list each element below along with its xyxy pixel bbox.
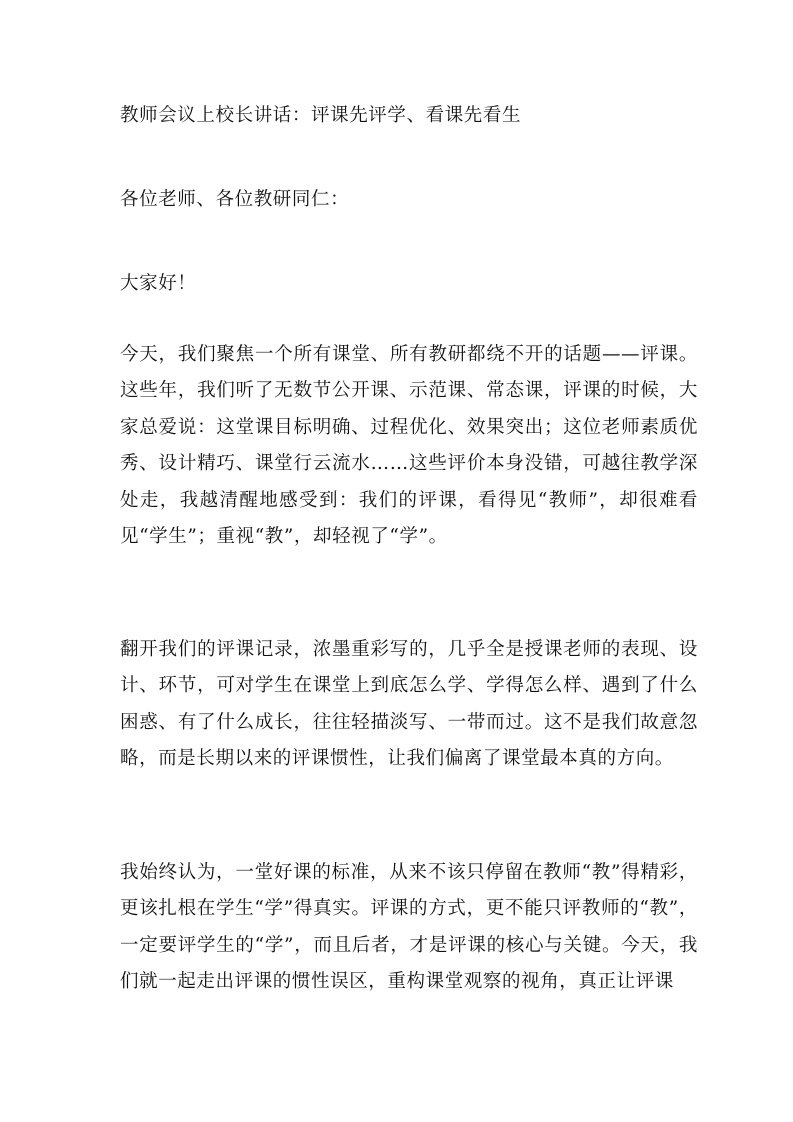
paragraph-3: 我始终认为，一堂好课的标准，从来不该只停留在教师“教”得精彩，更该扎根在学生“学”得真实。评课的方式，更不能只评教师的“教”，一定要评学生的“学”，而且后者，才是评课的核心与关键。今天，我们就一起走出评课的惯性误区，重构课堂观察的视角，真正让评课 [120, 862, 698, 993]
document-title: 教师会议上校长讲话：评课先评学、看课先看生 [120, 105, 522, 126]
salutation: 各位老师、各位教研同仁： [120, 189, 350, 210]
greeting: 大家好！ [120, 273, 197, 294]
paragraph-2: 翻开我们的评课记录，浓墨重彩写的，几乎全是授课老师的表现、设计、环节，可对学生在课堂上到底怎么学、学得怎么样、遇到了什么困惑、有了什么成长，往往轻描淡写、一带而过。这不是我们故意忽略，而是长期以来的评课惯性，让我们偏离了课堂最本真的方向。 [120, 639, 698, 770]
paragraph-1: 今天，我们聚焦一个所有课堂、所有教研都绕不开的话题——评课。这些年，我们听了无数节公开课、示范课、常态课，评课的时候，大家总爱说：这堂课目标明确、过程优化、效果突出；这位老师素质优秀、设计精巧、课堂行云流水……这些评价本身没错，可越往教学深处走，我越清醒地感受到：我们的评课，看得见“教师”，却很难看见“学生”；重视“教”，却轻视了“学”。 [120, 344, 698, 548]
